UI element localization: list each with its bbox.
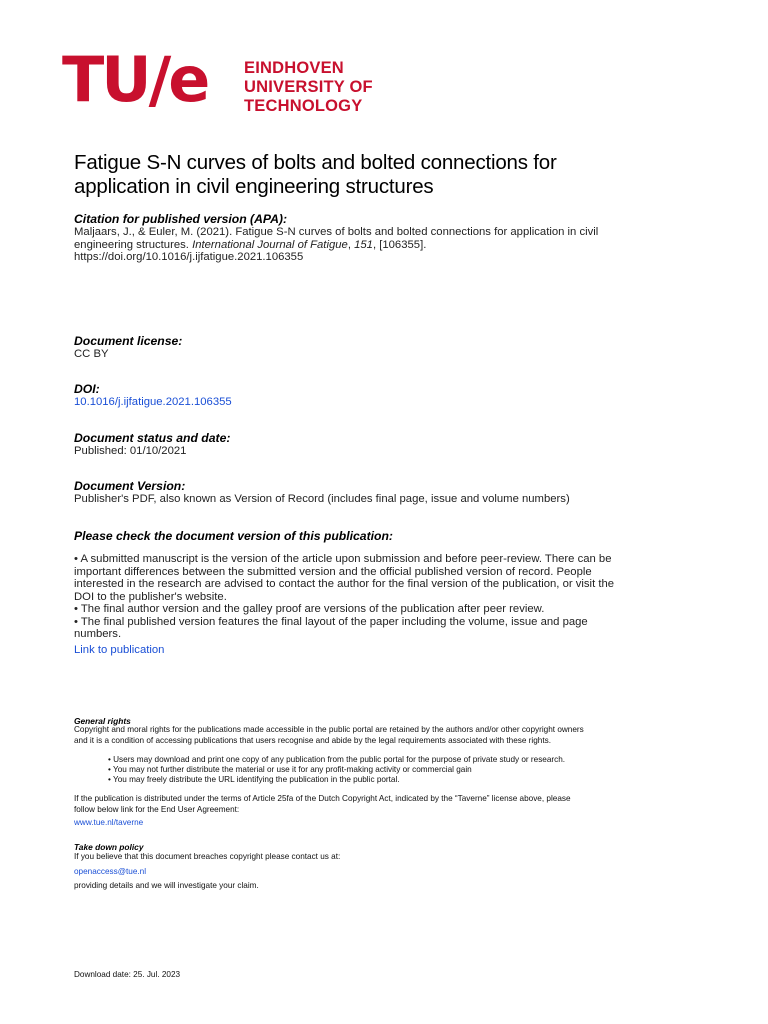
check-line: numbers. <box>74 628 122 640</box>
license-value: CC BY <box>74 348 109 360</box>
publication-link[interactable]: Link to publication <box>74 644 165 656</box>
version-label: Document Version: <box>74 479 186 493</box>
doi-link[interactable]: 10.1016/j.ijfatigue.2021.106355 <box>74 396 232 408</box>
license-label: Document license: <box>74 334 183 348</box>
title-line-2: application in civil engineering structures <box>74 175 434 198</box>
taverne-link[interactable]: www.tue.nl/taverne <box>74 818 144 827</box>
rights-bullets <box>108 755 728 784</box>
citation-text <box>74 226 694 264</box>
check-line: important differences between the submitted version and the official published version of record. People <box>74 565 592 578</box>
version-value: Publisher's PDF, also known as Version of Record (includes final page, issue and volume numbers) <box>74 493 570 505</box>
taverne-text <box>74 794 724 816</box>
check-line: • The final author version and the galley proof are versions of the publication after peer review. <box>74 603 545 615</box>
takedown-email[interactable]: openaccess@tue.nl <box>74 867 147 876</box>
doi-label: DOI: <box>74 382 100 396</box>
general-rights-text <box>74 725 724 747</box>
takedown-label: Take down policy <box>74 842 144 852</box>
takedown-line-2: providing details and we will investigate your claim. <box>74 881 259 890</box>
citation-plain: engineering structures. <box>74 238 193 251</box>
document-title <box>74 151 714 199</box>
logo-mark: TU/e <box>62 43 208 116</box>
rights-bullet: • You may not further distribute the material or use it for any profit-making activity or commercial gain <box>108 764 472 774</box>
citation-label: Citation for published version (APA): <box>74 212 288 226</box>
logo-line-2: UNIVERSITY OF <box>244 78 373 96</box>
general-rights-line-2: and it is a condition of accessing publications that users recognise and abide by the legal requirements associated with these rights. <box>74 735 551 745</box>
check-line: • The final published version features the final layout of the paper including the volume, issue and page <box>74 615 588 628</box>
citation-line-2 <box>74 239 694 252</box>
check-line: interested in the research are advised to contact the author for the final version of the publication, or visit the <box>74 578 615 590</box>
check-label: Please check the document version of this publication: <box>74 529 393 543</box>
citation-end: , [106355]. <box>372 238 427 251</box>
citation-doi-url: https://doi.org/10.1016/j.ijfatigue.2021.106355 <box>74 251 304 263</box>
logo-line-1: EINDHOVEN <box>244 59 344 77</box>
general-rights-line-1: Copyright and moral rights for the publications made accessible in the public portal are retained by the authors and/or other copyright owners <box>74 725 584 734</box>
citation-journal: International Journal of Fatigue <box>192 238 348 251</box>
check-line: DOI to the publisher's website. <box>74 590 227 603</box>
check-line: • A submitted manuscript is the version of the article upon submission and before peer-review. There can be <box>74 553 612 565</box>
logo-wordmark <box>244 59 373 116</box>
logo-line-3: TECHNOLOGY <box>244 97 363 115</box>
download-date: Download date: 25. Jul. 2023 <box>74 970 181 979</box>
title-line-1: Fatigue S-N curves of bolts and bolted connections for <box>74 151 557 174</box>
taverne-line-1: If the publication is distributed under the terms of Article 25fa of the Dutch Copyright Act, indicated by the “Taverne” license above, please <box>74 794 571 803</box>
check-list <box>74 553 694 641</box>
citation-sep: , <box>347 238 355 251</box>
takedown-line-1: If you believe that this document breaches copyright please contact us at: <box>74 852 341 861</box>
general-rights-label: General rights <box>74 716 131 726</box>
rights-bullet: • You may freely distribute the URL identifying the publication in the public portal. <box>108 774 400 784</box>
citation-line-1: Maljaars, J., & Euler, M. (2021). Fatigue S-N curves of bolts and bolted connections for application in civil <box>74 226 599 238</box>
tue-logo <box>62 43 392 123</box>
status-value: Published: 01/10/2021 <box>74 445 187 457</box>
status-label: Document status and date: <box>74 431 231 445</box>
rights-bullet: • Users may download and print one copy of any publication from the public portal for the purpose of private study or research. <box>108 755 566 764</box>
taverne-line-2: follow below link for the End User Agreement: <box>74 804 240 814</box>
citation-volume: 151 <box>354 238 373 251</box>
